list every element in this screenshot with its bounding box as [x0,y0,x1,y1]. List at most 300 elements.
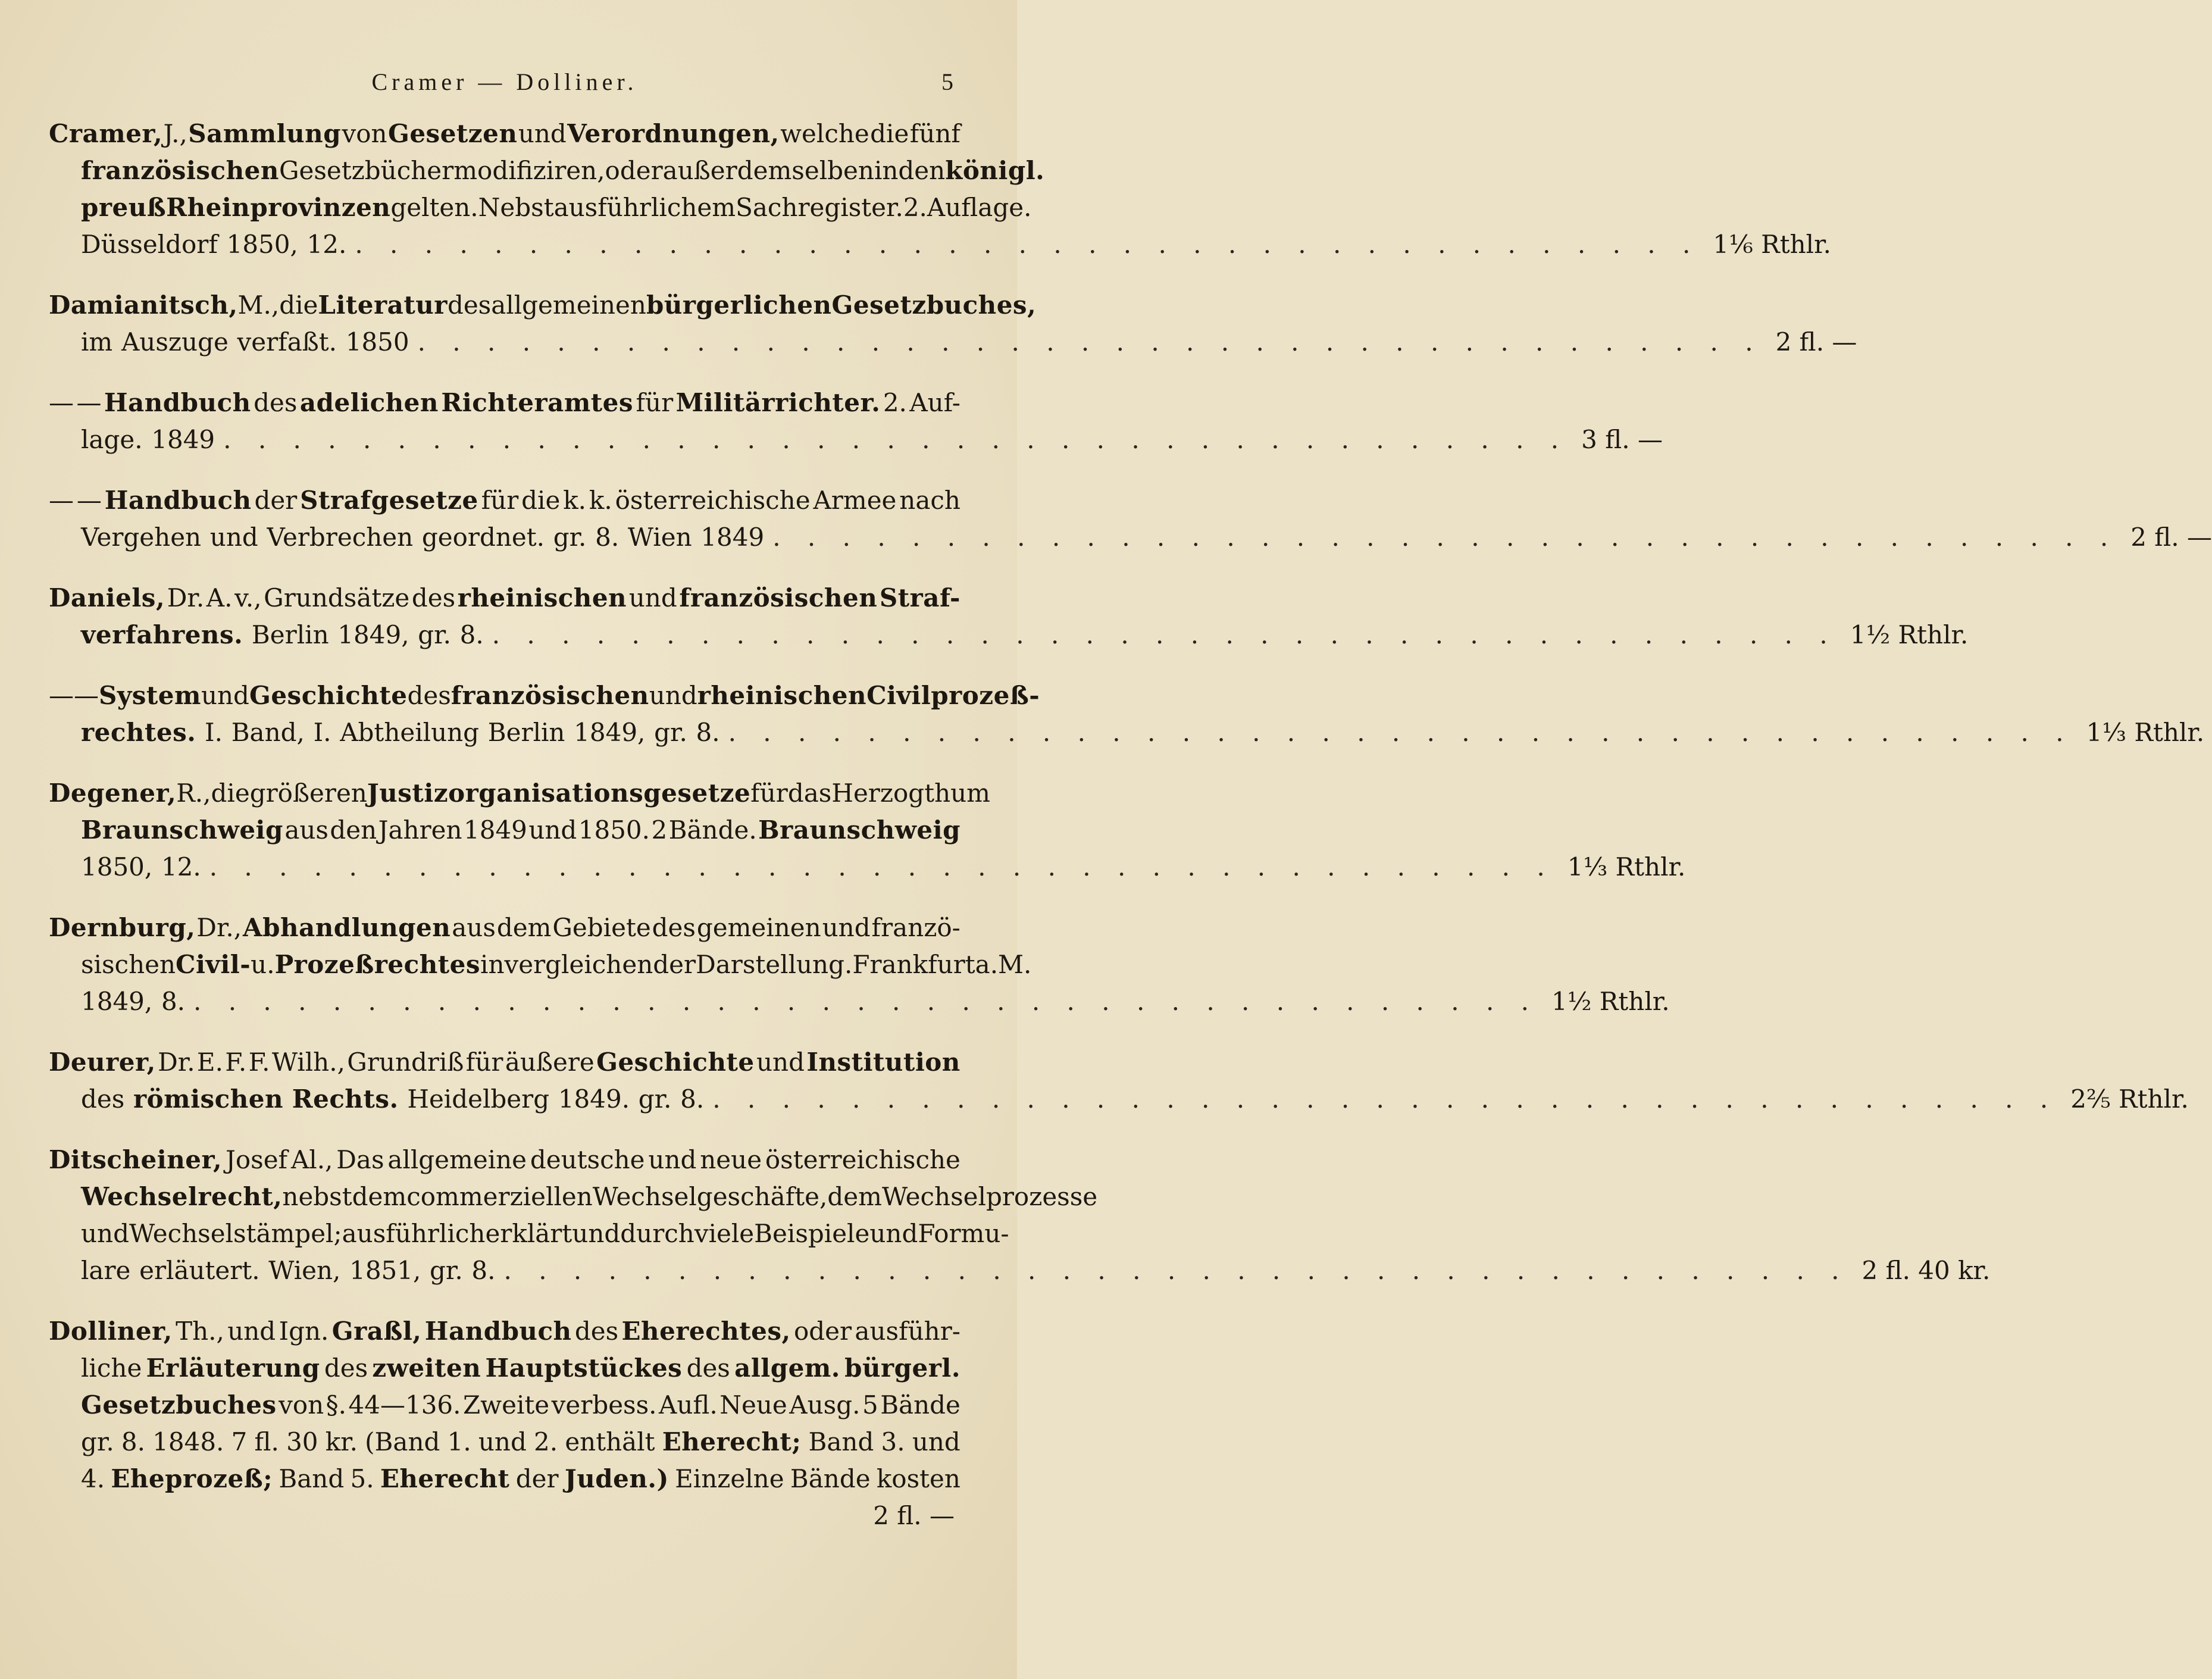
word: in [874,156,899,185]
dot-leader: . . . . . . . . . . . . . . . . . . . . . . . . . . . . . . . . . . . . . . . [223,425,1569,454]
word: Rheinprovinzen [166,193,391,222]
word: Sachregister. [736,193,903,222]
word: Abtheilung [340,718,480,747]
bibliography-entry [49,1313,960,1534]
word: Einzelne [675,1464,784,1493]
word: des [411,583,456,612]
word: dem [352,1182,407,1211]
word: 2. [903,193,927,222]
entry-final-text [81,714,720,751]
dot-leader: . . . . . . . . . . . . . . . . . . . . . . . . . . . . . . . . . . . . . . . [728,718,2073,747]
entry-first-line [49,115,960,152]
word: gr. [81,1427,114,1456]
entry-final-line [49,324,1857,361]
word: Band [808,1427,874,1456]
word: Braunschweig [758,815,960,845]
word: und [518,119,567,148]
dot-leader: . . . . . . . . . . . . . . . . . . . . . . . . . . . . . . . . . . . . . . . [772,523,2118,552]
entry-final-text [81,1081,704,1118]
word: Dolliner, [49,1317,173,1346]
word: adelichen [299,388,439,417]
word: Darstellung. [696,950,853,979]
word: System [99,681,201,710]
word: rheinischen [697,681,867,710]
word: Wilh., [271,1048,345,1077]
word: und [756,1048,805,1077]
dot-leader: . . . . . . . . . . . . . . . . . . . . . . . . . . . . . . . . . . . . . . . [503,1256,1849,1285]
entry-line [49,1178,1098,1215]
word: und [227,1317,276,1346]
word: den [898,156,946,185]
word: für [465,1048,503,1077]
word: bürgerl. [844,1353,960,1383]
word: k. [589,486,612,515]
word: von [342,119,387,148]
word: königl. [945,156,1045,185]
word: französischen [81,156,279,185]
word: 1850. [578,815,650,845]
word: Bände [880,1390,960,1420]
entry-final-text [81,421,215,458]
entry-line [49,1350,960,1387]
word: viele [694,1219,755,1248]
word: und [869,1219,918,1248]
entry-first-line [49,677,1040,714]
entry-first-line [49,287,1037,324]
word: und [81,1219,129,1248]
word: Vergehen [81,523,202,552]
entry-price: 3 fl. — [1581,425,1663,454]
word: v., [234,583,262,612]
word: 4. [81,1464,105,1493]
bibliography-entry [49,287,1857,361]
word: I. [205,718,223,747]
word: zweiten [372,1353,481,1383]
word: enthält [565,1427,655,1456]
word: äußere [505,1048,595,1077]
word: Nebst [478,193,554,222]
word: kr. [325,1427,358,1456]
word: Braunschweig [81,815,283,845]
bibliography-entry [49,384,1663,458]
word: 5. [350,1464,374,1493]
entry-first-line [49,580,960,617]
word: Verordnungen, [567,119,780,148]
word: und [628,583,677,612]
word: Erläuterung [146,1353,320,1383]
entry-final-text [81,983,185,1020]
word: gr. [553,523,587,552]
word: fünf [909,119,960,148]
word: Herzogthum [831,778,990,808]
word: durch [620,1219,694,1248]
word: J., [163,119,187,148]
word: Gesetzbuches, [831,290,1037,320]
word: ausführlichem [553,193,736,222]
word: Wechselgeschäfte, [592,1182,828,1211]
word: Damianitsch, [49,290,238,320]
entry-line [49,1215,1009,1252]
entry-final-text [81,226,346,263]
word: des [574,1317,619,1346]
word: Richteramtes [441,388,634,417]
word: erklärt [485,1219,572,1248]
word: österreichische [615,486,811,515]
word: demselben [737,156,874,185]
entry-price: 1½ Rthlr. [1850,620,1969,649]
word: von [279,1390,324,1420]
word: Prozeßrechtes [274,950,481,979]
dot-leader: . . . . . . . . . . . . . . . . . . . . . . . . . . . . . . . . . . . . . . . [209,852,1554,881]
word: aus [284,815,328,845]
word: Band [279,1464,345,1493]
word: rechtes. [81,718,196,747]
word: den [330,815,377,845]
word: Dr. [158,1048,195,1077]
word: französischen [450,681,649,710]
entry-final-line [49,226,1831,263]
word: und [648,1145,697,1174]
word: Dr. [167,583,205,612]
word: des [407,681,451,710]
word: und [478,1427,527,1456]
word: bürgerlichen [646,290,832,320]
word: neue [700,1145,762,1174]
word: lage. [81,425,143,454]
word: §. [326,1390,347,1420]
word: Grundsätze [264,583,410,612]
word: Neue [719,1390,787,1420]
word: F. [225,1048,247,1077]
word: fl. [254,1427,279,1456]
bibliography-entry [49,909,1670,1020]
word: k. [563,486,587,515]
word: Al., [290,1145,333,1174]
word: größeren [249,778,367,808]
word: Band, [231,718,305,747]
word: — [76,388,102,417]
word: welche [780,119,869,148]
word: 2. [534,1427,558,1456]
entry-final-line [49,1252,1991,1289]
word: 1849 [464,815,527,845]
entry-price: 2 fl. — [873,1501,955,1530]
word: Daniels, [49,583,165,612]
word: Dr., [196,913,242,942]
bibliography-entry [49,775,1686,886]
word: österreichische [765,1145,960,1174]
word: Handbuch [104,388,251,417]
word: 8. [161,987,186,1016]
word: Formu- [918,1219,1009,1248]
dot-leader: . . . . . . . . . . . . . . . . . . . . . . . . . . . . . . . . . . . . . . . [712,1084,2058,1114]
word: lare [81,1256,131,1285]
word: die [211,778,250,808]
entry-price-line [49,1497,960,1534]
entry-price: 2 fl. — [2130,523,2212,552]
entry-line [49,946,1032,983]
entry-final-text [81,324,409,361]
word: Gesetzbuches [81,1390,277,1420]
word: Das [336,1145,384,1174]
word: 7 [231,1427,248,1456]
word: A. [206,583,233,612]
entry-final-line [49,519,2212,556]
word: im [81,327,113,357]
bibliography-entry [49,580,1969,654]
entry-final-text [81,519,764,556]
word: 8. [595,523,620,552]
word: Zweite [463,1390,550,1420]
word: Geschichte [249,681,408,710]
word: dem [496,913,552,942]
entry-first-line [49,1313,960,1350]
word: 1849 [151,425,215,454]
word: Josef [226,1145,288,1174]
word: Handbuch [424,1317,572,1346]
entry-first-line [49,384,960,421]
bibliography-entries [49,115,2212,1534]
word: nebst [282,1182,352,1211]
word: Auf- [909,388,960,417]
word: 2. [883,388,907,417]
word: ausführlich [342,1219,486,1248]
entry-first-line [49,482,960,519]
word: u. [251,950,275,979]
word: französischen [679,583,878,612]
word: Armee [813,486,897,515]
word: Gebiete [552,913,651,942]
word: 1849. [558,1084,630,1114]
word: verfaßt. [237,327,337,357]
word: Auszuge [121,327,229,357]
word: und [822,913,871,942]
entry-price: 1⅓ Rthlr. [2086,718,2205,747]
word: 1849 [700,523,765,552]
word: Heidelberg [407,1084,550,1114]
entry-price: 1⅓ Rthlr. [1567,852,1686,881]
word: 8. [121,1427,145,1456]
word: 12. [306,230,347,259]
word: ausführ- [855,1317,960,1346]
entry-price: 2 fl. 40 kr. [1861,1256,1991,1285]
word: und [649,681,697,710]
word: Graßl, [331,1317,422,1346]
word: — [74,681,99,710]
word: Beispiele [754,1219,870,1248]
word: die [521,486,561,515]
word: liche [81,1353,142,1383]
word: gr. [430,1256,463,1285]
word: Eherecht [380,1464,510,1493]
word: Bände [790,1464,871,1493]
word: — [49,681,74,710]
word: Wechselprozesse [881,1182,1098,1211]
word: römischen [133,1084,284,1114]
word: Justizorganisationsgesetze [367,778,751,808]
word: gelten. [390,193,478,222]
word: des [324,1353,368,1383]
word: Juden.) [564,1464,669,1493]
word: 1850, [226,230,298,259]
entry-final-text [81,849,201,886]
word: des [447,290,492,320]
word: geordnet. [421,523,545,552]
word: Wechselstämpel; [129,1219,342,1248]
word: Civilprozeß- [866,681,1040,710]
entry-line [49,812,960,849]
word: des [254,388,298,417]
word: Wien, [268,1256,341,1285]
word: modifiziren, [453,156,605,185]
word: und [912,1427,960,1456]
bibliography-entry [49,482,2212,556]
word: 8. [680,1084,705,1114]
word: und [572,1219,621,1248]
word: Auflage. [927,193,1032,222]
word: Eheprozeß; [111,1464,273,1493]
word: allgemeinen [491,290,646,320]
word: E. [196,1048,223,1077]
word: a. [975,950,999,979]
word: 2 [651,815,668,845]
word: Handbuch [104,486,252,515]
word: commerziellen [406,1182,593,1211]
entry-line [49,189,1032,226]
word: Geschichte [596,1048,755,1077]
word: Düsseldorf [81,230,218,259]
word: 1849, [574,718,646,747]
word: 1850, [81,852,153,881]
word: Eherecht; [662,1427,802,1456]
bibliography-entry [49,677,2205,751]
word: für [481,486,519,515]
word: 1849, [337,620,409,649]
word: — [49,388,74,417]
word: 8. [471,1256,496,1285]
word: M. [998,950,1032,979]
running-header [49,65,960,107]
entry-final-text [81,617,484,654]
word: Ditscheiner, [49,1145,223,1174]
bibliography-entry [49,1044,2189,1118]
word: 1848. [152,1427,224,1456]
word: Hauptstückes [485,1353,683,1383]
word: Straf- [879,583,960,612]
word: oder [605,156,663,185]
entry-final-text [81,1252,496,1289]
word: Deurer, [49,1048,156,1077]
word: das [787,778,832,808]
word: die [870,119,909,148]
word: verfahrens. [81,620,243,649]
word: verbess. [551,1390,657,1420]
word: Institution [806,1048,960,1077]
word: Abhandlungen [243,913,451,942]
word: Jahren [378,815,462,845]
word: 1. [447,1427,471,1456]
word: und [201,681,249,710]
word: Wien [627,523,692,552]
word: Verbrechen [267,523,414,552]
word: des [686,1353,730,1383]
word: in [480,950,505,979]
word: Ign. [279,1317,329,1346]
word: 3. [881,1427,905,1456]
word: oder [793,1317,852,1346]
entry-price: 1⅙ Rthlr. [1713,230,1831,259]
word: sischen [81,950,176,979]
word: Gesetzbücher [279,156,454,185]
word: Civil- [176,950,251,979]
word: des [81,1084,125,1114]
entry-final-line [49,983,1670,1020]
word: der [254,486,298,515]
word: 1849, [81,987,153,1016]
word: und [528,815,577,845]
header-title: Cramer — Dolliner. [371,68,638,95]
entry-price: 1½ Rthlr. [1551,987,1670,1016]
entry-line [49,152,1045,189]
word: gr. [638,1084,672,1114]
entry-line [49,1387,960,1424]
dot-leader: . . . . . . . . . . . . . . . . . . . . . . . . . . . . . . . . . . . . . . . [417,327,1763,357]
word: — [49,486,74,515]
word: 12. [161,852,201,881]
word: aus [452,913,496,942]
word: Ausg. [789,1390,861,1420]
word: erläutert. [139,1256,260,1285]
entry-final-line [49,849,1686,886]
word: Wechselrecht, [81,1182,283,1211]
word: Strafgesetze [300,486,478,515]
dot-leader: . . . . . . . . . . . . . . . . . . . . . . . . . . . . . . . . . . . . . . . [193,987,1539,1016]
entry-first-line [49,1142,960,1178]
word: rheinischen [457,583,627,612]
word: kosten [876,1464,960,1493]
word: Bände. [668,815,757,845]
word: — [76,486,102,515]
entry-final-line [49,1081,2189,1118]
word: Aufl. [659,1390,718,1420]
word: Berlin [251,620,329,649]
word: der [515,1464,559,1493]
word: 30 [286,1427,318,1456]
word: Gesetzen [387,119,518,148]
word: 5 [862,1390,878,1420]
entry-final-line [49,617,1969,654]
word: Literatur [318,290,448,320]
entry-first-line [49,1044,960,1081]
word: 8. [696,718,720,747]
word: außer [662,156,737,185]
word: Degener, [49,778,177,808]
word: allgem. [734,1353,840,1383]
word: franzö- [871,913,960,942]
entry-final-line [49,421,1663,458]
word: gr. [418,620,451,649]
word: F. [248,1048,270,1077]
word: die [279,290,318,320]
word: vergleichender [504,950,696,979]
word: 1851, [349,1256,421,1285]
word: (Band [365,1427,440,1456]
word: Rechts. [292,1084,399,1114]
word: Grundriß [347,1048,464,1077]
word: R., [176,778,211,808]
page-number: 5 [941,68,953,95]
bibliography-entry [49,115,1831,263]
